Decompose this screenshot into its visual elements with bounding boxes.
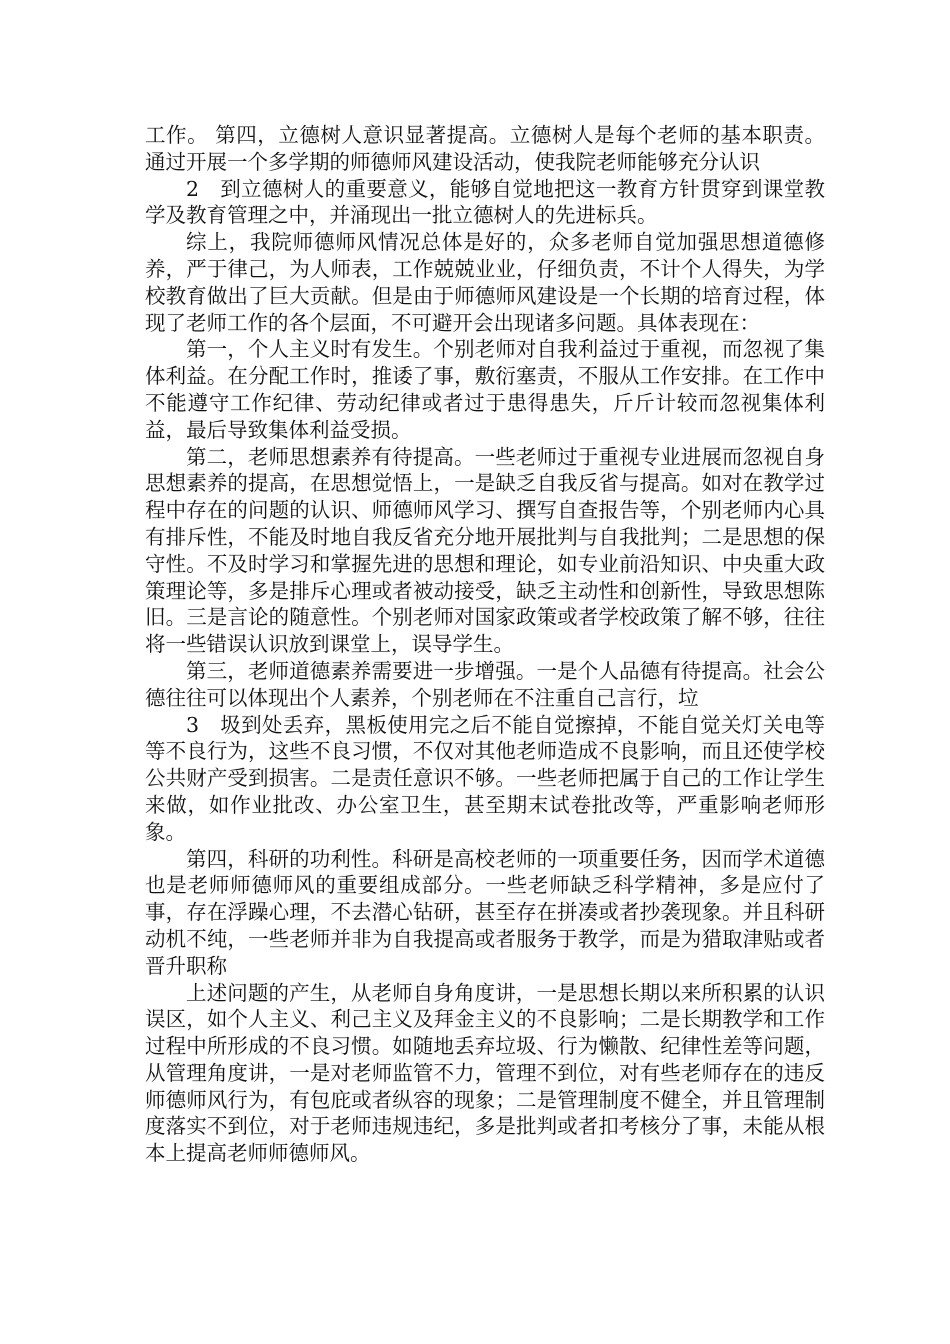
paragraph-5: 第二，老师思想素养有待提高。一些老师过于重视专业进展而忽视自身思想素养的提高，在思想觉悟上，一是缺乏自我反省与提高。如对在教学过程中存在的问题的认识、师德师风学习、撰写自查报告等，个别老师内心具有排斥性，不能及时地自我反省充分地开展批判与自我批判；二是思想的保守性。不及时学习和掌握先进的思想和理论，如专业前沿知识、中央重大政策理论等，多是排斥心理或者被动接受，缺乏主动性和创新性，导致思想陈旧。三是言论的随意性。个别老师对国家政策或者学校政策了解不够，往往将一些错误认识放到课堂上，误导学生。 [145, 444, 825, 657]
paragraph-3: 综上，我院师德师风情况总体是好的，众多老师自觉加强思想道德修养，严于律己，为人师表，工作兢兢业业，仔细负责，不计个人得失，为学校教育做出了巨大贡献。但是由于师德师风建设是一个长期的培育过程，体现了老师工作的各个层面，不可避开会出现诸多问题。具体表现在： [145, 230, 825, 335]
document-body [145, 122, 825, 1167]
paragraph-9: 上述问题的产生，从老师自身角度讲，一是思想长期以来所积累的认识误区，如个人主义、利己主义及拜金主义的不良影响；二是长期教学和工作过程中所形成的不良习惯。如随地丢弃垃圾、行为懒散、纪律性差等问题，从管理角度讲，一是对老师监管不力，管理不到位，对有些老师存在的违反师德师风行为，有包庇或者纵容的现象；二是管理制度不健全，并且管理制度落实不到位，对于老师违规违纪，多是批判或者扣考核分了事，未能从根本上提高老师师德师风。 [145, 980, 825, 1166]
paragraph-8: 第四，科研的功利性。科研是高校老师的一项重要任务，因而学术道德也是老师师德师风的重要组成部分。一些老师缺乏科学精神，多是应付了事，存在浮躁心理，不去潜心钻研，甚至存在拼凑或者抄袭现象。并且科研动机不纯，一些老师并非为自我提高或者服务于教学，而是为猎取津贴或者晋升职称 [145, 846, 825, 978]
paragraph-4: 第一，个人主义时有发生。个别老师对自我利益过于重视，而忽视了集体利益。在分配工作时，推诿了事，敷衍塞责，不服从工作安排。在工作中不能遵守工作纪律、劳动纪律或者过于患得患失，斤斤计较而忽视集体利益，最后导致集体利益受损。 [145, 337, 825, 442]
paragraph-7: 3 圾到处丢弃，黑板使用完之后不能自觉擦掉，不能自觉关灯关电等等不良行为，这些不良习惯，不仅对其他老师造成不良影响，而且还使学校公共财产受到损害。二是责任意识不够。一些老师把属于自己的工作让学生来做，如作业批改、办公室卫生，甚至期末试卷批改等，严重影响老师形象。 [145, 712, 825, 844]
paragraph-2: 2 到立德树人的重要意义，能够自觉地把这一教育方针贯穿到课堂教学及教育管理之中，并涌现出一批立德树人的先进标兵。 [145, 176, 825, 228]
paragraph-1: 工作。 第四，立德树人意识显著提高。立德树人是每个老师的基本职责。通过开展一个多学期的师德师风建设活动，使我院老师能够充分认识 [145, 123, 825, 174]
paragraph-6: 第三，老师道德素养需要进一步增强。一是个人品德有待提高。社会公德往往可以体现出个人素养，个别老师在不注重自己言行，垃 [145, 658, 825, 710]
